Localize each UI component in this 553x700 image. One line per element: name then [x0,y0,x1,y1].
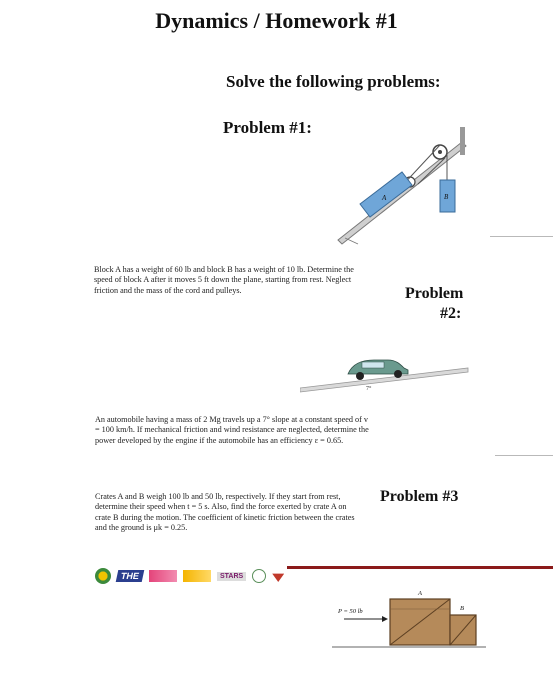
divider-right-2 [495,455,553,456]
circle-logo-icon [252,569,266,583]
problem1-figure [330,122,475,247]
problem1-text: Block A has a weight of 60 lb and block B has a weight of 10 lb. Determine the speed of block A after it moves 5 ft down the plane, starting from rest. Neglect friction and the mass of the cord and pulleys. [94,265,354,295]
divider-right-1 [490,236,553,237]
banner-logo-icon [149,570,177,582]
subtitle: Solve the following problems: [226,72,441,91]
red-divider [287,566,553,569]
problem2-text: An automobile having a mass of 2 Mg travels up a 7° slope at a constant speed of v = 100 km/h. If mechanical friction and wind resistance are neglected, determine the power developed by the engine if the automobile has an efficiency ε = 0.65. [95,415,369,445]
problem3-heading: Problem #3 [380,488,459,505]
crate-b-label: B [460,605,464,612]
sun-logo-icon [95,568,111,584]
force-label: P = 50 lb [338,608,363,615]
the-logo: THE [116,570,145,582]
heart-logo-icon [272,570,284,582]
problem2-figure [300,350,470,395]
block-b-label: B [444,193,449,201]
problem1-heading: Problem #1: [223,118,312,137]
problem3-text: Crates A and B weigh 100 lb and 50 lb, respectively. If they start from rest, determine their speed when t = 5 s. Also, find the force exerted by crate A on crate B during the motion. The coefficient of kinetic friction between the crates and the ground is μk = 0.25. [95,492,355,533]
badge-logo-icon [183,570,211,582]
logo-strip [95,566,285,586]
problem3-figure [330,585,490,655]
problem2-heading-line2: #2: [440,305,462,322]
block-a-label: A [382,194,387,202]
angle-label: 7° [366,386,372,392]
problem2-heading-line1: Problem [405,285,464,302]
page-title: Dynamics / Homework #1 [155,8,398,33]
stars-logo: STARS [217,572,246,581]
crate-a-label: A [418,590,422,597]
